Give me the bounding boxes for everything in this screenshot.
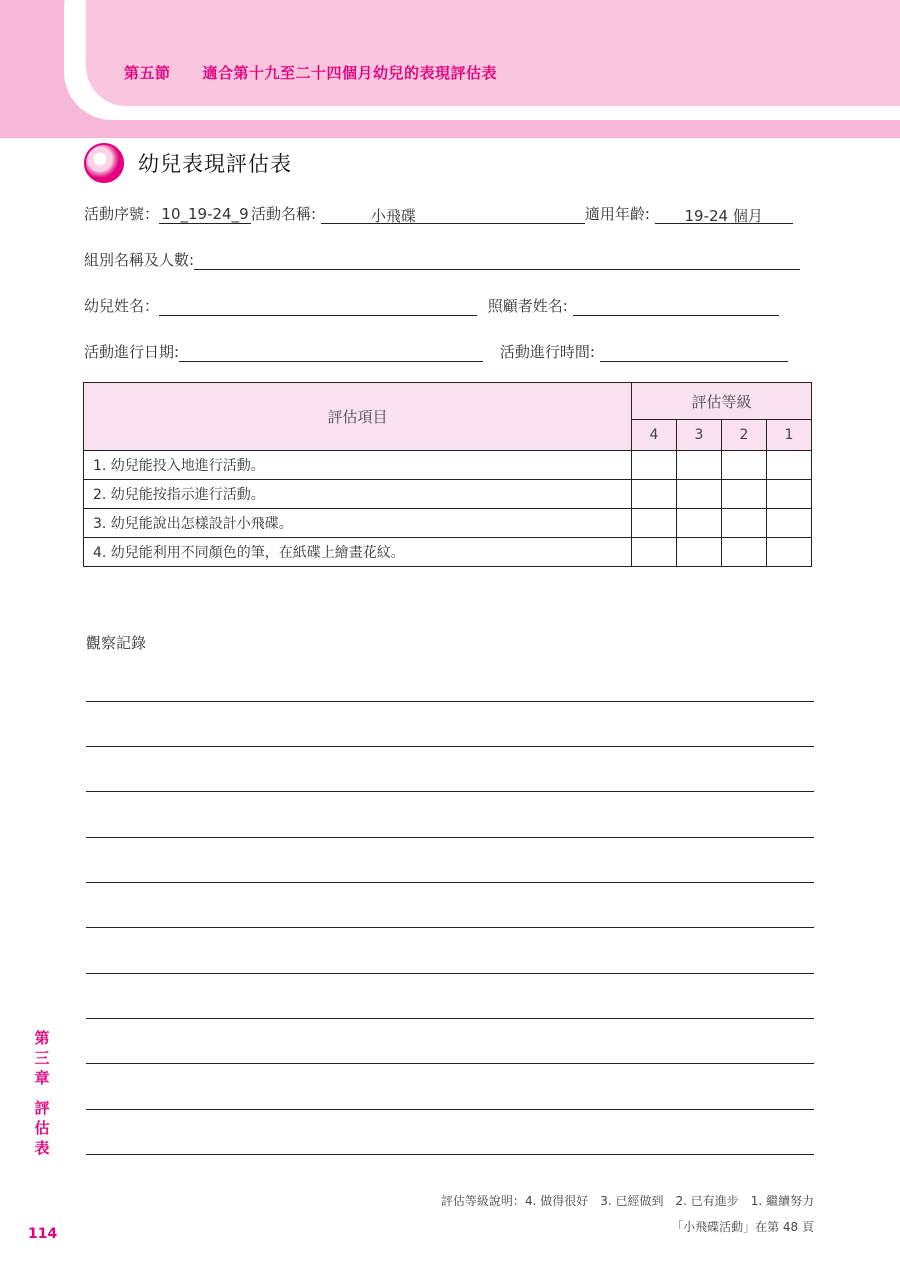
side-topic-label: 評估表: [34, 1099, 50, 1157]
row-item: 2. 幼兒能按指示進行活動。: [84, 480, 632, 509]
observation-line[interactable]: [86, 1154, 814, 1155]
grade-cell[interactable]: [767, 538, 812, 567]
time-field[interactable]: [600, 343, 788, 362]
header-band-inner: [86, 0, 900, 106]
grade-cell[interactable]: [677, 538, 722, 567]
grade-cell[interactable]: [632, 538, 677, 567]
grade-header: 評估等級: [632, 383, 812, 420]
grade-cell[interactable]: [722, 451, 767, 480]
observation-line[interactable]: [86, 1109, 814, 1110]
bubble-icon: [84, 143, 124, 183]
table-row: [84, 480, 812, 509]
observation-line[interactable]: [86, 927, 814, 928]
legend-item: 1. 繼續努力: [750, 1194, 814, 1208]
observation-line[interactable]: [86, 837, 814, 838]
grade-1-header: 1: [767, 420, 812, 451]
activity-field[interactable]: [321, 205, 585, 224]
grade-cell[interactable]: [722, 480, 767, 509]
observation-line[interactable]: [86, 973, 814, 974]
grade-cell[interactable]: [767, 509, 812, 538]
carer-name-label: 照顧者姓名:: [487, 297, 568, 315]
legend-item: 3. 已經做到: [600, 1194, 664, 1208]
grade-legend: [441, 1192, 814, 1209]
observation-line[interactable]: [86, 701, 814, 702]
time-label: 活動進行時間:: [499, 343, 595, 361]
grade-4-header: 4: [632, 420, 677, 451]
section-heading: [124, 62, 497, 83]
grade-3-header: 3: [677, 420, 722, 451]
row-item: 3. 幼兒能說出怎樣設計小飛碟。: [84, 509, 632, 538]
grade-cell[interactable]: [677, 509, 722, 538]
activity-label: 活動名稱:: [251, 205, 317, 223]
form-title: 幼兒表現評估表: [138, 152, 292, 176]
carer-name-field[interactable]: [573, 297, 779, 316]
date-label: 活動進行日期:: [84, 343, 180, 361]
field-row-datetime: [84, 341, 788, 362]
observation-line[interactable]: [86, 1018, 814, 1019]
row-item: 1. 幼兒能投入地進行活動。: [84, 451, 632, 480]
table-row: [84, 538, 812, 567]
serial-field[interactable]: 10_19-24_9: [159, 205, 251, 224]
form-title-block: [84, 140, 292, 186]
age-field[interactable]: 19-24 個月: [655, 205, 793, 224]
section-label: 第五節: [124, 64, 171, 82]
child-name-label: 幼兒姓名：: [84, 297, 160, 315]
row-item: 4. 幼兒能利用不同顏色的筆，在紙碟上繪畫花紋。: [84, 538, 632, 567]
observation-line[interactable]: [86, 791, 814, 792]
grade-2-header: 2: [722, 420, 767, 451]
section-name: 適合第十九至二十四個月幼兒的表現評估表: [202, 64, 498, 82]
table-row: [84, 509, 812, 538]
page-number: 114: [28, 1226, 58, 1242]
side-chapter-label: 第三章: [34, 1029, 50, 1087]
page-reference: 「小飛碟活動」在第 48 頁: [671, 1220, 814, 1234]
activity-value: 小飛碟: [370, 207, 416, 225]
evaluation-table: [83, 382, 812, 567]
legend-item: 2. 已有進步: [675, 1194, 739, 1208]
age-label: 適用年齡:: [584, 205, 650, 223]
group-field[interactable]: [194, 251, 800, 270]
field-row-group: [84, 249, 800, 270]
group-label: 組別名稱及人數:: [84, 251, 195, 269]
grade-cell[interactable]: [767, 451, 812, 480]
grade-cell[interactable]: [677, 480, 722, 509]
field-row-activity: [84, 203, 793, 224]
item-header: 評估項目: [84, 383, 632, 451]
legend-label: 評估等級說明：: [440, 1194, 525, 1208]
grade-cell[interactable]: [677, 451, 722, 480]
grade-cell[interactable]: [767, 480, 812, 509]
table-row: [84, 451, 812, 480]
grade-cell[interactable]: [632, 480, 677, 509]
legend-item: 4. 做得很好: [524, 1194, 589, 1208]
observation-label: 觀察記錄: [86, 634, 147, 652]
observation-line[interactable]: [86, 746, 814, 747]
observation-line[interactable]: [86, 1063, 814, 1064]
observation-line[interactable]: [86, 882, 814, 883]
child-name-field[interactable]: [159, 297, 477, 316]
field-row-names: [84, 295, 779, 316]
grade-cell[interactable]: [722, 509, 767, 538]
date-field[interactable]: [179, 343, 483, 362]
grade-cell[interactable]: [632, 509, 677, 538]
serial-label: 活動序號：: [84, 205, 160, 223]
grade-cell[interactable]: [632, 451, 677, 480]
grade-cell[interactable]: [722, 538, 767, 567]
